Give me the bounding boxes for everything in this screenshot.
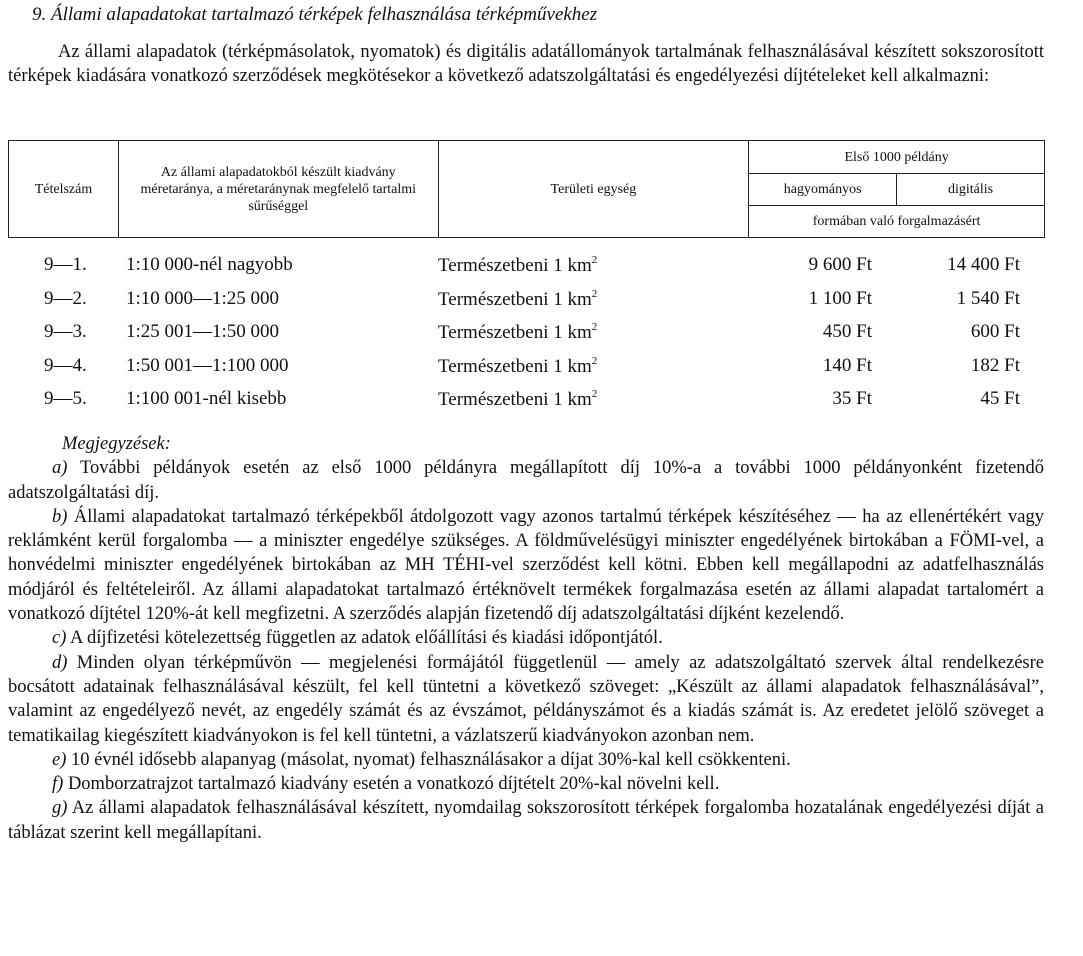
row-unit [438,388,597,411]
row-number: 9—5. [44,388,87,409]
row-traditional: 1 100 Ft [808,287,872,309]
header-digital: digitális [897,174,1045,206]
row-unit-text: Természetbeni 1 km [438,355,592,377]
note-text: Az állami alapadatok felhasználásával készített, nyomdailag sokszorosított térképek forgalomba hozatalának engedélyezési díját a táblázat szerint kell megállapítani. [8,798,1044,843]
row-number: 9—2. [44,287,87,309]
row-unit-text: Természetbeni 1 km [438,288,592,310]
note-d [8,651,1044,748]
row-unit [438,355,597,378]
row-unit-sup: 2 [591,254,598,266]
row-unit-text: Természetbeni 1 km [438,322,592,343]
row-scale: 1:100 001-nél kisebb [126,388,287,409]
note-text: A díjfizetési kötelezettség független az adatok előállítási és kiadási időpontjától. [69,628,663,649]
note-a [8,456,1044,505]
row-digital: 45 Ft [980,388,1020,409]
section-title: 9. Állami alapadatokat tartalmazó térképek felhasználása térképművekhez [32,4,598,25]
intro-paragraph: Az állami alapadatok (térképmásolatok, nyomatok) és digitális adatállományok tartalmának felhasználásával készített sokszorosított térképek kiadására vonatkozó szerződések megkötésekor a következő adatszolgáltatási és engedélyezési díjtételeket kell alkalmazni: [8,42,1044,86]
row-traditional: 140 Ft [822,354,872,376]
header-unit: Területi egység [438,141,749,238]
row-number: 9—3. [44,321,87,342]
row-traditional: 35 Ft [832,388,872,409]
header-form-note: formában való forgalmazásért [749,206,1045,238]
note-letter: d) [52,652,68,673]
note-text: További példányok esetén az első 1000 példányra megállapított díj 10%-a a további 1000 példányonként fizetendő adatszolgáltatási díj. [8,458,1045,503]
note-text: Domborzatrajzot tartalmazó kiadvány esetén a vonatkozó díjtételt 20%-kal növelni kell. [67,774,720,795]
row-number: 9—1. [44,254,87,275]
row-digital: 14 400 Ft [947,254,1020,275]
note-letter: f) [52,774,64,795]
note-letter: g) [52,798,68,819]
note-f [8,772,1044,796]
header-traditional: hagyományos [749,174,897,206]
row-scale: 1:10 000—1:25 000 [126,287,280,309]
note-letter: c) [52,628,67,649]
row-traditional: 9 600 Ft [808,254,872,275]
row-scale: 1:50 001—1:100 000 [126,354,289,376]
note-letter: a) [52,458,68,479]
row-unit-text: Természetbeni 1 km [438,389,592,410]
note-e [8,748,1044,772]
row-unit-sup: 2 [591,321,598,333]
note-letter: b) [52,506,68,527]
note-c [8,626,1044,650]
header-scale: Az állami alapadatokból készült kiadvány méretaránya, a méretaránynak megfelelő tartalmi sűrűséggel [118,141,438,238]
row-unit-text: Természetbeni 1 km [438,255,592,276]
row-unit-sup: 2 [591,287,598,300]
table-row [0,321,1083,355]
notes-section [8,432,1044,845]
row-unit [438,254,597,277]
row-scale: 1:25 001—1:50 000 [126,321,280,342]
row-scale: 1:10 000-nél nagyobb [126,254,293,275]
table-row [0,288,1083,322]
table-row [0,355,1083,389]
note-text: 10 évnél idősebb alapanyag (másolat, nyomat) felhasználásakor a díjat 30%-kal kell csökkenteni. [71,749,791,770]
note-text: Minden olyan térképművön — megjelenési formájától függetlenül — amely az adatszolgáltató szervek által rendelkezésre bocsátott adatainak felhasználásával készült, fel kell tüntetni a következő szöveget: „Készült az állami alapadatok felhasználásával”, valamint az engedélyező nevét, az engedély számát és az évszámot, példányszámot és a kiadás számát is. Az eredetet jelölő szöveget a tematikailag kiegészített kiadványokon is fel kell tüntetni, a vázlatszerű kiadványokon azonban nem. [8,652,1045,746]
notes-title: Megjegyzések: [62,434,171,454]
note-text: Állami alapadatokat tartalmazó térképekből átdolgozott vagy azonos tartalmú térképek készítéséhez — ha az ellenértékért vagy reklámként kerül forgalomba — a miniszter engedélye szükséges. A földművelésügyi miniszter engedélyének birtokában a FÖMI-vel, a honvédelmi miniszter engedélyének birtokában az MH TÉHI-vel szerződést kell kötni. Ebben kell megállapodni az adatfelhasználás módjáról és feltételeiről. Az állami alapadatokat tartalmazó értéknövelt termékek forgalmazása esetén az állami alapadat tartalomért a vonatkozó díjtétel 120%-át kell megfizetni. A szerződés alapján fizetendő díj adatszolgáltatási díjként kezelendő. [8,506,1044,625]
row-digital: 1 540 Ft [956,287,1020,309]
row-traditional: 450 Ft [822,321,872,342]
row-digital: 182 Ft [970,354,1020,376]
row-unit-sup: 2 [591,388,598,400]
note-b [8,505,1044,626]
table-row [0,388,1083,422]
fee-table-header [8,140,1045,238]
header-first-copies: Első 1000 példány [749,141,1045,174]
header-item-number: Tételszám [9,141,119,238]
row-unit [438,321,597,344]
row-number: 9—4. [44,354,87,376]
table-row [0,254,1083,288]
row-digital: 600 Ft [970,321,1020,342]
note-g [8,796,1044,845]
note-letter: e) [52,749,67,770]
row-unit [438,288,597,311]
row-unit-sup: 2 [591,354,598,367]
fee-table-rows [0,254,1083,422]
